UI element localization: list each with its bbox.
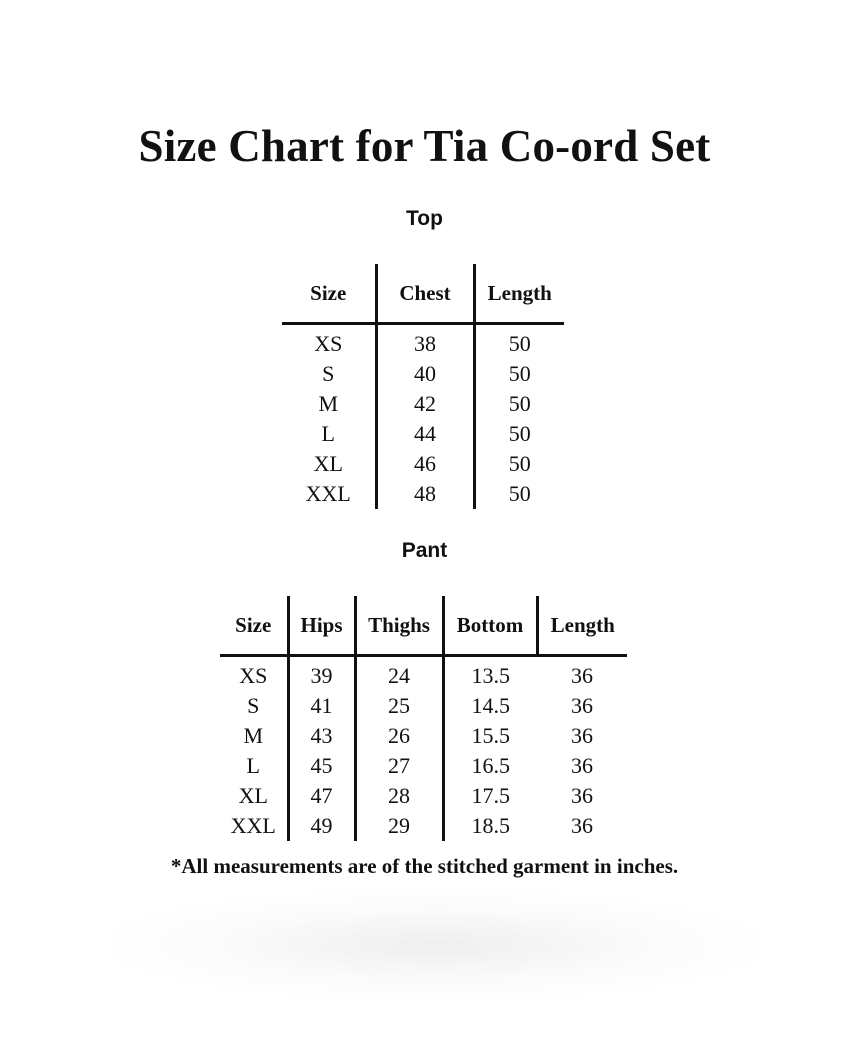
pant-section-heading: Pant bbox=[401, 539, 448, 562]
top-cell-chest: 48 bbox=[376, 479, 474, 509]
table-row bbox=[220, 811, 627, 841]
pant-header-row bbox=[220, 596, 627, 656]
top-header-chest: Chest bbox=[376, 264, 474, 324]
top-cell-chest: 46 bbox=[376, 449, 474, 479]
measurement-footnote: *All measurements are of the stitched garment in inches. bbox=[170, 854, 679, 878]
top-cell-length: 50 bbox=[474, 389, 564, 419]
pant-header-length: Length bbox=[537, 596, 627, 656]
table-row bbox=[220, 721, 627, 751]
pant-cell-hips: 41 bbox=[288, 691, 355, 721]
pant-cell-length: 36 bbox=[571, 693, 593, 718]
top-section-heading: Top bbox=[406, 207, 443, 230]
pant-cell-size: XS bbox=[239, 663, 268, 688]
pant-cell-size: L bbox=[246, 753, 260, 778]
top-header-row bbox=[282, 264, 564, 324]
top-cell-chest: 42 bbox=[376, 389, 474, 419]
top-cell-size: XS bbox=[314, 331, 343, 356]
table-row bbox=[282, 449, 564, 479]
pant-cell-bottom: 14.5 bbox=[443, 691, 537, 721]
pant-cell-hips: 49 bbox=[288, 811, 355, 841]
top-cell-length: 50 bbox=[474, 479, 564, 509]
pant-size-table bbox=[220, 596, 627, 841]
top-header-size: Size bbox=[282, 264, 376, 324]
pant-cell-length: 36 bbox=[571, 813, 593, 838]
pant-header-hips: Hips bbox=[288, 596, 355, 656]
pant-cell-thighs: 24 bbox=[355, 656, 443, 692]
top-cell-size: XL bbox=[313, 451, 343, 476]
pant-cell-bottom: 15.5 bbox=[443, 721, 537, 751]
top-cell-size: S bbox=[322, 361, 335, 386]
top-cell-size: M bbox=[318, 391, 339, 416]
top-cell-length: 50 bbox=[474, 449, 564, 479]
table-row bbox=[220, 781, 627, 811]
pant-cell-hips: 47 bbox=[288, 781, 355, 811]
pant-cell-bottom: 18.5 bbox=[443, 811, 537, 841]
table-row bbox=[282, 419, 564, 449]
pant-cell-length: 36 bbox=[571, 723, 593, 748]
pant-cell-length: 36 bbox=[571, 753, 593, 778]
pant-cell-bottom: 13.5 bbox=[443, 656, 537, 692]
pant-cell-thighs: 29 bbox=[355, 811, 443, 841]
pant-cell-thighs: 26 bbox=[355, 721, 443, 751]
top-size-table bbox=[282, 264, 564, 509]
pant-cell-size: M bbox=[243, 723, 264, 748]
table-row bbox=[282, 324, 564, 360]
table-row bbox=[220, 691, 627, 721]
top-cell-length: 50 bbox=[474, 324, 564, 360]
table-row bbox=[282, 389, 564, 419]
pant-cell-length: 36 bbox=[571, 663, 593, 688]
top-cell-length: 50 bbox=[474, 419, 564, 449]
top-cell-chest: 38 bbox=[376, 324, 474, 360]
pant-cell-bottom: 16.5 bbox=[443, 751, 537, 781]
pant-cell-thighs: 28 bbox=[355, 781, 443, 811]
pant-cell-size: XXL bbox=[230, 813, 276, 838]
pant-header-size: Size bbox=[220, 596, 288, 656]
table-row bbox=[220, 656, 627, 692]
top-header-length: Length bbox=[474, 264, 564, 324]
top-cell-chest: 40 bbox=[376, 359, 474, 389]
pant-cell-hips: 43 bbox=[288, 721, 355, 751]
top-cell-chest: 44 bbox=[376, 419, 474, 449]
table-row bbox=[282, 479, 564, 509]
pant-cell-thighs: 25 bbox=[355, 691, 443, 721]
pant-cell-size: S bbox=[247, 693, 260, 718]
top-cell-size: L bbox=[321, 421, 335, 446]
pant-cell-hips: 39 bbox=[288, 656, 355, 692]
pant-cell-hips: 45 bbox=[288, 751, 355, 781]
pant-header-bottom: Bottom bbox=[443, 596, 537, 656]
pant-cell-size: XL bbox=[238, 783, 268, 808]
top-cell-size: XXL bbox=[305, 481, 351, 506]
table-row bbox=[282, 359, 564, 389]
pant-cell-bottom: 17.5 bbox=[443, 781, 537, 811]
table-row bbox=[220, 751, 627, 781]
pant-cell-thighs: 27 bbox=[355, 751, 443, 781]
top-cell-length: 50 bbox=[474, 359, 564, 389]
pant-header-thighs: Thighs bbox=[355, 596, 443, 656]
page-title: Size Chart for Tia Co-ord Set bbox=[138, 121, 711, 171]
background-smudge bbox=[110, 890, 760, 1000]
pant-cell-length: 36 bbox=[571, 783, 593, 808]
